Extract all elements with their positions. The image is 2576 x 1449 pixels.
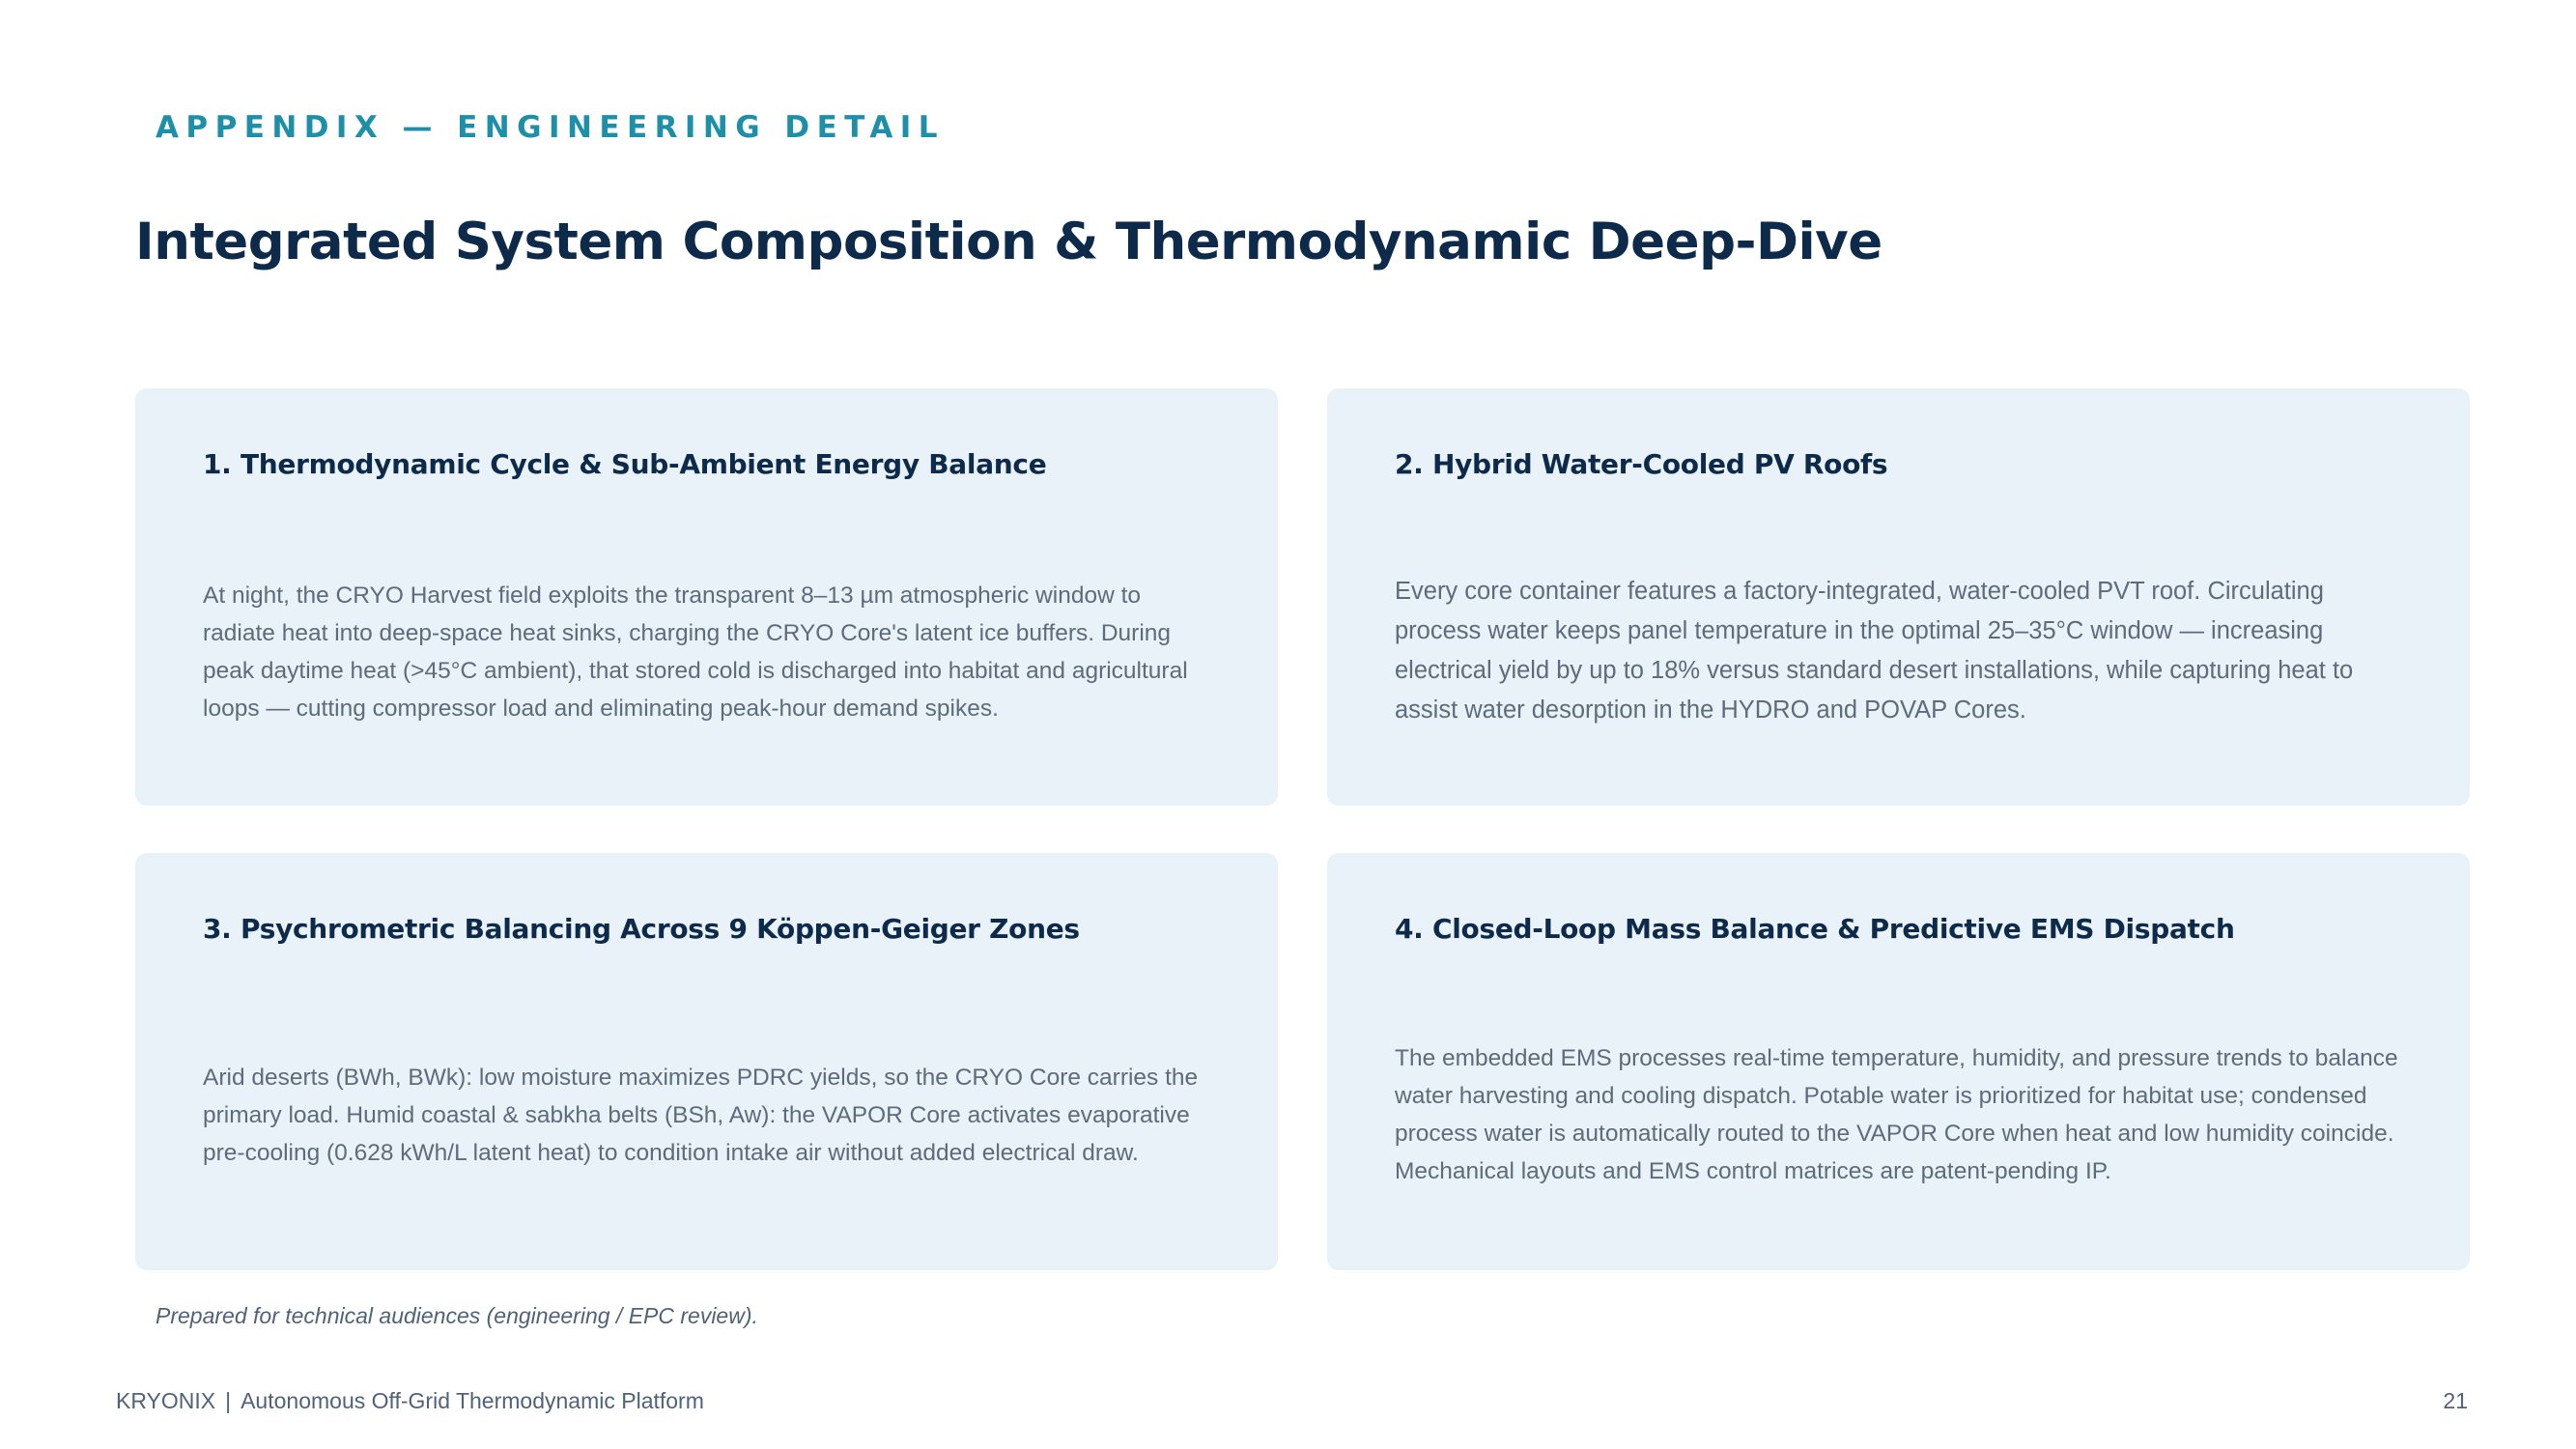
audience-note: Prepared for technical audiences (engineering / EPC review).	[156, 1303, 758, 1328]
page-title: Integrated System Composition & Thermodynamic Deep-Dive	[135, 213, 1882, 271]
card-body: Every core container features a factory-integrated, water-cooled PVT roof. Circulating process water keeps panel temperature in the optimal 25–35°C window — increasing electrical yield by up to 18% versus standard desert installations, while capturing heat to assist water desorption in the HYDRO and POVAP Cores.	[1395, 578, 2354, 724]
detail-card-mass-balance-ems	[1327, 853, 2470, 1270]
detail-card-thermodynamic-cycle	[135, 388, 1278, 806]
detail-card-psychrometric-balancing	[135, 853, 1278, 1270]
detail-card-pv-roofs	[1327, 388, 2470, 806]
card-title: 4. Closed-Loop Mass Balance & Predictive EMS Dispatch	[1395, 913, 2235, 945]
card-body: The embedded EMS processes real-time temperature, humidity, and pressure trends to balance water harvesting and cooling dispatch. Potable water is prioritized for habitat use; condensed process water is automatically routed to the VAPOR Core when heat and low humidity coincide. Mechanical layouts and EMS control matrices are patent-pending IP.	[1395, 1045, 2398, 1184]
footer-separator: |	[225, 1388, 232, 1413]
section-kicker: APPENDIX — ENGINEERING DETAIL	[156, 110, 945, 145]
card-title: 1. Thermodynamic Cycle & Sub-Ambient Energy Balance	[203, 448, 1047, 480]
card-title: 3. Psychrometric Balancing Across 9 Köppen-Geiger Zones	[203, 913, 1080, 945]
footer-tagline: Autonomous Off-Grid Thermodynamic Platform	[241, 1388, 704, 1413]
footer	[116, 1388, 704, 1414]
card-title: 2. Hybrid Water-Cooled PV Roofs	[1395, 448, 1888, 480]
card-body: At night, the CRYO Harvest field exploits the transparent 8–13 µm atmospheric window to radiate heat into deep-space heat sinks, charging the CRYO Core's latent ice buffers. During peak daytime heat (>45°C ambient), that stored cold is discharged into habitat and agricultural loops — cutting compressor load and eliminating peak-hour demand spikes.	[203, 582, 1188, 722]
card-body: Arid deserts (BWh, BWk): low moisture maximizes PDRC yields, so the CRYO Core carries the primary load. Humid coastal & sabkha belts (BSh, Aw): the VAPOR Core activates evaporative pre-cooling (0.628 kWh/L latent heat) to condition intake air without added electrical draw.	[203, 1065, 1199, 1166]
page-number: 21	[2443, 1388, 2468, 1413]
footer-brand: KRYONIX	[116, 1388, 216, 1413]
